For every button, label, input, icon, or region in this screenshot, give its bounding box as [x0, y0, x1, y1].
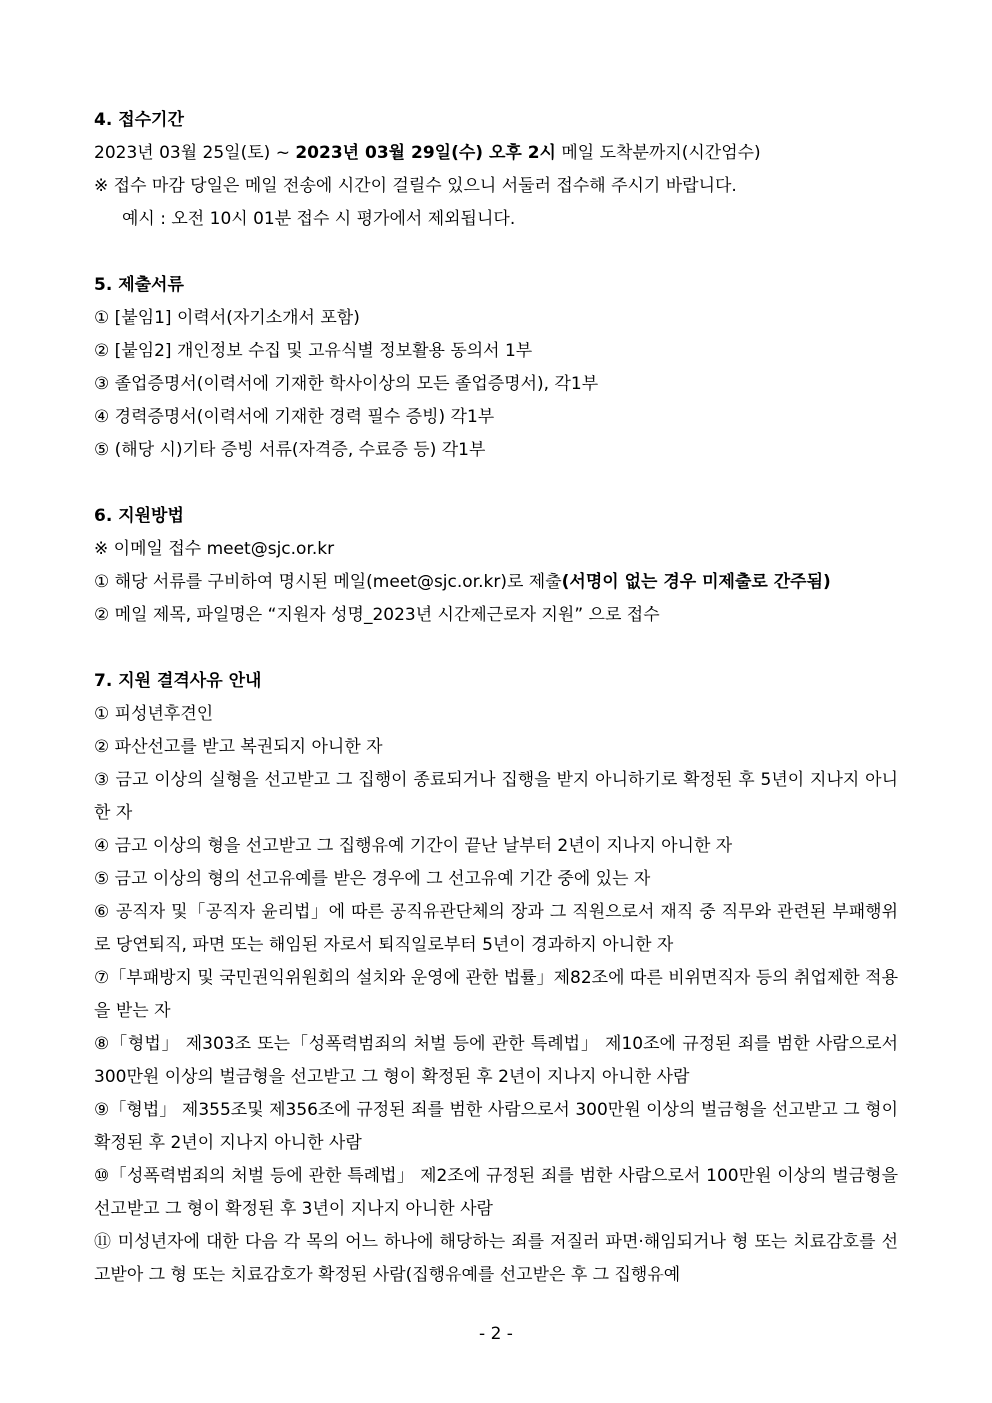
document-item: ① [붙임1] 이력서(자기소개서 포함): [94, 308, 360, 328]
disqualification-item: ④ 금고 이상의 형을 선고받고 그 집행유예 기간이 끝난 날부터 2년이 지나지 아니한 자: [94, 836, 733, 856]
application-period: [94, 137, 898, 170]
disqualification-item: ⑦「부패방지 및 국민권익위원회의 설치와 운영에 관한 법률」제82조에 따른 비위면직자 등의 취업제한 적용을 받는 자: [94, 968, 898, 1021]
section-7-heading: 7. 지원 결격사유 안내: [94, 671, 262, 691]
document-item: ⑤ (해당 시)기타 증빙 서류(자격증, 수료증 등) 각1부: [94, 440, 486, 460]
disqualification-item: ③ 금고 이상의 실형을 선고받고 그 집행이 종료되거나 집행을 받지 아니하기로 확정된 후 5년이 지나지 아니한 자: [94, 770, 898, 823]
disqualification-item: ⑥ 공직자 및「공직자 윤리법」에 따른 공직유관단체의 장과 그 직원으로서 재직 중 직무와 관련된 부패행위로 당연퇴직, 파면 또는 해임된 자로서 퇴직일로부터 5년이 경과하지 아니한 자: [94, 902, 898, 955]
period-start: 2023년 03월 25일(토) ~: [94, 143, 296, 163]
disqualification-item: ⑩「성폭력범죄의 처벌 등에 관한 특례법」 제2조에 규정된 죄를 범한 사람으로서 100만원 이상의 벌금형을 선고받고 그 형이 확정된 후 3년이 지나지 아니한 사람: [94, 1166, 898, 1219]
deadline-example: 예시 : 오전 10시 01분 접수 시 평가에서 제외됩니다.: [122, 209, 516, 229]
apply-method-item: [94, 566, 898, 599]
document-body: [94, 104, 898, 1292]
period-suffix: 메일 도착분까지(시간엄수): [555, 143, 761, 163]
disqualification-item: ⑧「형법」 제303조 또는「성폭력범죄의 처벌 등에 관한 특례법」 제10조에 규정된 죄를 범한 사람으로서 300만원 이상의 벌금형을 선고받고 그 형이 확정된 후 2년이 지나지 아니한 사람: [94, 1034, 898, 1087]
disqualification-item: ⑪ 미성년자에 대한 다음 각 목의 어느 하나에 해당하는 죄를 저질러 파면·해임되거나 형 또는 치료감호를 선고받아 그 형 또는 치료감호가 확정된 사람(집행유예를 선고받은 후 그 집행유예: [94, 1232, 898, 1285]
deadline-note: ※ 접수 마감 당일은 메일 전송에 시간이 걸릴수 있으니 서둘러 접수해 주시기 바랍니다.: [94, 176, 737, 196]
disqualification-item: ⑤ 금고 이상의 형의 선고유예를 받은 경우에 그 선고유예 기간 중에 있는 자: [94, 869, 651, 889]
signature-warning: (서명이 없는 경우 미제출로 간주됨): [561, 572, 831, 592]
document-item: ② [붙임2] 개인정보 수집 및 고유식별 정보활용 동의서 1부: [94, 341, 533, 361]
disqualification-item: ⑨「형법」 제355조및 제356조에 규정된 죄를 범한 사람으로서 300만원 이상의 벌금형을 선고받고 그 형이 확정된 후 2년이 지나지 아니한 사람: [94, 1100, 898, 1153]
document-item: ③ 졸업증명서(이력서에 기재한 학사이상의 모든 졸업증명서), 각1부: [94, 374, 599, 394]
section-5-heading: 5. 제출서류: [94, 275, 184, 295]
apply-method-text: ① 해당 서류를 구비하여 명시된 메일(meet@sjc.or.kr)로 제출: [94, 572, 562, 592]
page-number: - 2 -: [479, 1324, 513, 1344]
document-item: ④ 경력증명서(이력서에 기재한 경력 필수 증빙) 각1부: [94, 407, 495, 427]
disqualification-item: ① 피성년후견인: [94, 704, 214, 724]
section-6-heading: 6. 지원방법: [94, 506, 184, 526]
apply-method-item: ② 메일 제목, 파일명은 “지원자 성명_2023년 시간제근로자 지원” 으로 접수: [94, 605, 660, 625]
email-note: ※ 이메일 접수 meet@sjc.or.kr: [94, 539, 335, 559]
section-4-heading: 4. 접수기간: [94, 110, 184, 130]
period-end-deadline: 2023년 03월 29일(수) 오후 2시: [295, 143, 556, 163]
disqualification-item: ② 파산선고를 받고 복권되지 아니한 자: [94, 737, 383, 757]
